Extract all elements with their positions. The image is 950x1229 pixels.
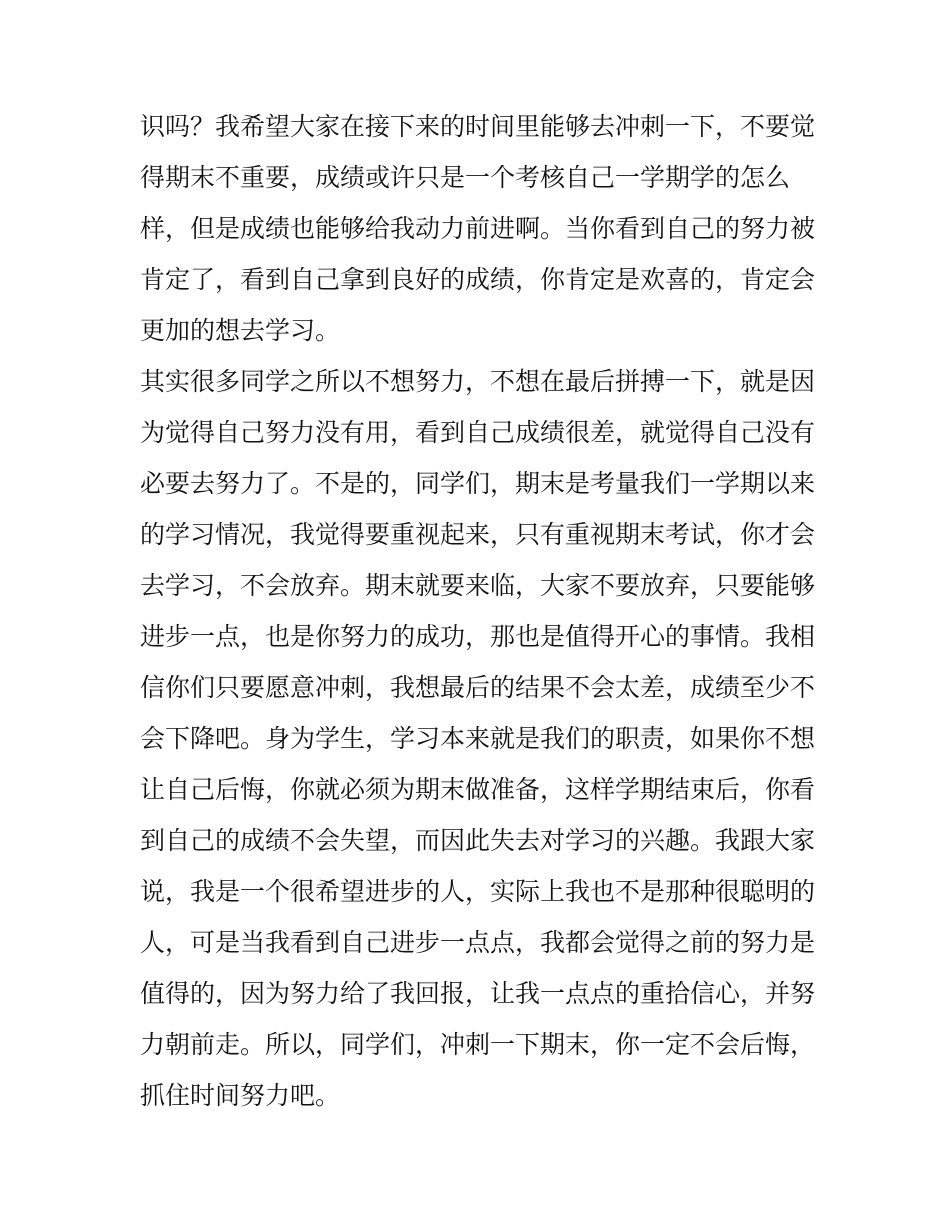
text-line-8: 必要去努力了。不是的，同学们，期末是考量我们一学期以来 [140, 469, 816, 498]
text-line-20: 抓住时间努力吧。 [140, 1081, 341, 1110]
text-line-18: 值得的，因为努力给了我回报，让我一点点的重拾信心，并努 [140, 979, 816, 1008]
text-line-11: 进步一点，也是你努力的成功，那也是值得开心的事情。我相 [140, 622, 816, 651]
document-body-text [140, 101, 820, 1121]
text-line-17: 人，可是当我看到自己进步一点点，我都会觉得之前的努力是 [140, 928, 816, 957]
text-line-10: 去学习，不会放弃。期末就要来临，大家不要放弃，只要能够 [140, 571, 816, 600]
text-line-15: 到自己的成绩不会失望，而因此失去对学习的兴趣。我跟大家 [140, 826, 816, 855]
text-line-9: 的学习情况，我觉得要重视起来，只有重视期末考试，你才会 [140, 520, 816, 549]
text-line-16: 说，我是一个很希望进步的人，实际上我也不是那种很聪明的 [140, 877, 816, 906]
text-line-2: 得期末不重要，成绩或许只是一个考核自己一学期学的怎么 [140, 163, 791, 192]
text-line-4: 肯定了，看到自己拿到良好的成绩，你肯定是欢喜的，肯定会 [140, 265, 816, 294]
text-line-13: 会下降吧。身为学生，学习本来就是我们的职责，如果你不想 [140, 724, 816, 753]
text-line-12: 信你们只要愿意冲刺，我想最后的结果不会太差，成绩至少不 [140, 673, 816, 702]
text-line-5: 更加的想去学习。 [140, 316, 341, 345]
text-line-7: 为觉得自己努力没有用，看到自己成绩很差，就觉得自己没有 [140, 418, 816, 447]
text-line-19: 力朝前走。所以，同学们，冲刺一下期末，你一定不会后悔， [140, 1030, 816, 1059]
text-line-6: 其实很多同学之所以不想努力，不想在最后拼搏一下，就是因 [140, 367, 816, 396]
text-line-14: 让自己后悔，你就必须为期末做准备，这样学期结束后，你看 [140, 775, 816, 804]
text-line-3: 样，但是成绩也能够给我动力前进啊。当你看到自己的努力被 [140, 214, 816, 243]
text-line-1: 识吗？我希望大家在接下来的时间里能够去冲刺一下，不要觉 [140, 112, 816, 141]
